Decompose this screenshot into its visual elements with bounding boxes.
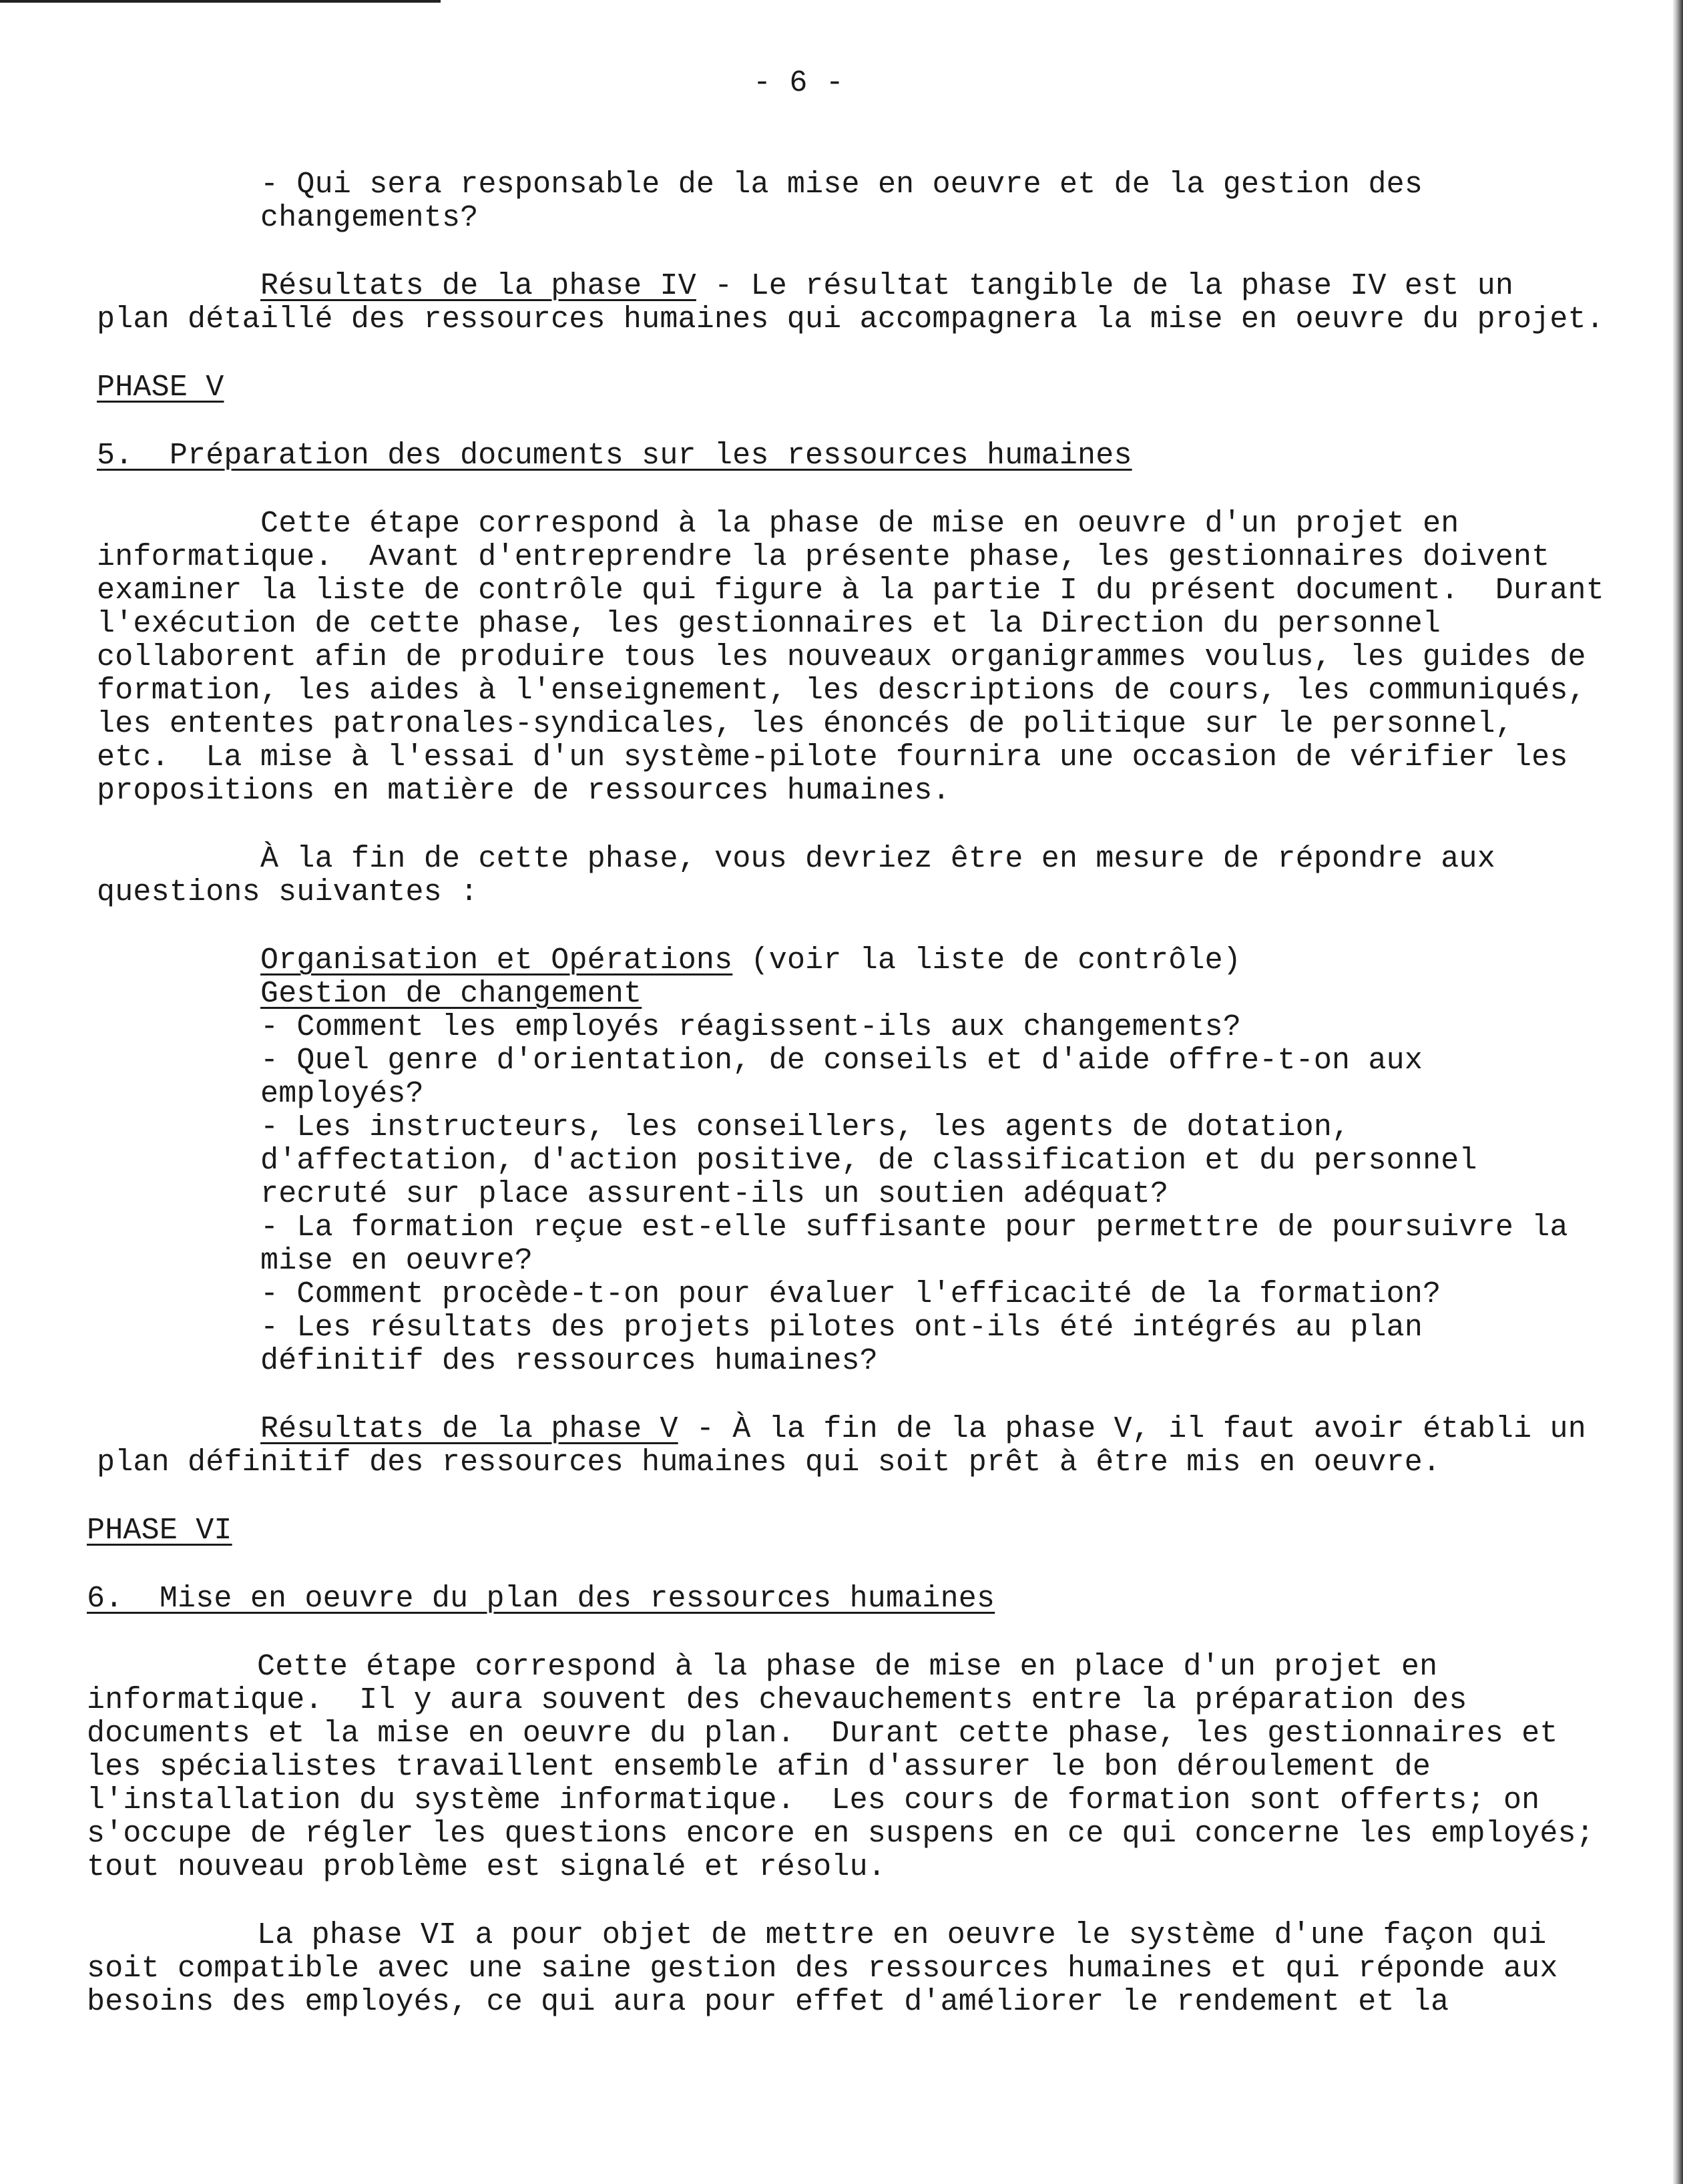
phase-vi-para1-line: les spécialistes travaillent ensemble afin d'assurer le bon déroulement de	[87, 1750, 1431, 1784]
result-v-line-1-rest: - À la fin de la phase V, il faut avoir établi un	[678, 1412, 1586, 1446]
question-line: - La formation reçue est-elle suffisante pour permettre de poursuivre la	[260, 1211, 1568, 1245]
phase-v-para1-line: formation, les aides à l'enseignement, les descriptions de cours, les communiqués,	[97, 674, 1586, 708]
question-line: définitif des ressources humaines?	[260, 1344, 878, 1378]
phase-v-para2-line: À la fin de cette phase, vous devriez être en mesure de répondre aux	[260, 842, 1495, 876]
change-management-label: Gestion de changement	[260, 977, 642, 1011]
phase-v-para1-line: informatique. Avant d'entreprendre la présente phase, les gestionnaires doivent	[97, 540, 1550, 574]
phase-vi-para1-line: l'installation du système informatique. Les cours de formation sont offerts; on	[87, 1783, 1540, 1817]
phase-v-para1-line: examiner la liste de contrôle qui figure à la partie I du présent document. Durant	[97, 574, 1604, 608]
result-v-line-1	[260, 1413, 1586, 1446]
question-line: d'affectation, d'action positive, de classification et du personnel	[260, 1144, 1477, 1178]
intro-bullet-line-2: changements?	[260, 201, 479, 235]
section-6-title: 6. Mise en oeuvre du plan des ressources humaines	[87, 1582, 995, 1616]
phase-vi-para1-line: Cette étape correspond à la phase de mise en place d'un projet en	[257, 1650, 1438, 1684]
question-line: - Les instructeurs, les conseillers, les agents de dotation,	[260, 1110, 1351, 1144]
section-5-title: 5. Préparation des documents sur les ressources humaines	[97, 439, 1132, 473]
scan-edge-shadow	[1672, 0, 1683, 2184]
phase-v-para1-line: Cette étape correspond à la phase de mise en oeuvre d'un projet en	[260, 507, 1459, 541]
phase-vi-para1-line: tout nouveau problème est signalé et résolu.	[87, 1850, 886, 1884]
phase-v-para1-line: etc. La mise à l'essai d'un système-pilote fournira une occasion de vérifier les	[97, 740, 1568, 775]
result-iv-line-1-rest: - Le résultat tangible de la phase IV est un	[696, 269, 1514, 303]
result-iv-label: Résultats de la phase IV	[260, 269, 696, 303]
page-number: - 6 -	[753, 66, 845, 100]
question-line: - Comment les employés réagissent-ils aux changements?	[260, 1010, 1242, 1044]
question-line: - Comment procède-t-on pour évaluer l'efficacité de la formation?	[260, 1277, 1441, 1311]
result-iv-line-2: plan détaillé des ressources humaines qui accompagnera la mise en oeuvre du projet.	[97, 302, 1604, 337]
phase-v-para1-line: propositions en matière de ressources humaines.	[97, 774, 951, 808]
top-rule	[0, 0, 441, 3]
result-iv-line-1	[260, 270, 1513, 303]
phase-v-para2-line: questions suivantes :	[97, 875, 479, 909]
result-v-label: Résultats de la phase V	[260, 1412, 678, 1446]
org-operations-line	[260, 944, 1241, 977]
phase-vi-para1-line: informatique. Il y aura souvent des chevauchements entre la préparation des	[87, 1683, 1467, 1717]
question-line: recruté sur place assurent-ils un soutien adéquat?	[260, 1177, 1169, 1211]
phase-vi-para2-line: besoins des employés, ce qui aura pour effet d'améliorer le rendement et la	[87, 1985, 1449, 2019]
phase-v-para1-line: les ententes patronales-syndicales, les énoncés de politique sur le personnel,	[97, 707, 1513, 741]
phase-vi-heading: PHASE VI	[87, 1514, 232, 1548]
phase-v-heading: PHASE V	[97, 371, 224, 405]
phase-v-para1-line: l'exécution de cette phase, les gestionnaires et la Direction du personnel	[97, 607, 1441, 641]
phase-vi-para2-line: La phase VI a pour objet de mettre en oeuvre le système d'une façon qui	[257, 1918, 1547, 1952]
intro-bullet-line-1: - Qui sera responsable de la mise en oeuvre et de la gestion des	[260, 168, 1423, 202]
phase-vi-para1-line: s'occupe de régler les questions encore en suspens en ce qui concerne les employés;	[87, 1817, 1594, 1851]
phase-vi-para1-line: documents et la mise en oeuvre du plan. Durant cette phase, les gestionnaires et	[87, 1717, 1558, 1751]
result-v-line-2: plan définitif des ressources humaines qui soit prêt à être mis en oeuvre.	[97, 1446, 1441, 1480]
org-operations-rest: (voir la liste de contrôle)	[732, 943, 1242, 977]
question-line: - Les résultats des projets pilotes ont-ils été intégrés au plan	[260, 1311, 1423, 1345]
phase-v-para1-line: collaborent afin de produire tous les nouveaux organigrammes voulus, les guides de	[97, 640, 1586, 674]
phase-vi-para2-line: soit compatible avec une saine gestion des ressources humaines et qui réponde aux	[87, 1952, 1558, 1986]
question-line: mise en oeuvre?	[260, 1244, 533, 1278]
question-line: - Quel genre d'orientation, de conseils et d'aide offre-t-on aux	[260, 1044, 1423, 1078]
org-operations-label: Organisation et Opérations	[260, 943, 733, 977]
question-line: employés?	[260, 1077, 424, 1111]
